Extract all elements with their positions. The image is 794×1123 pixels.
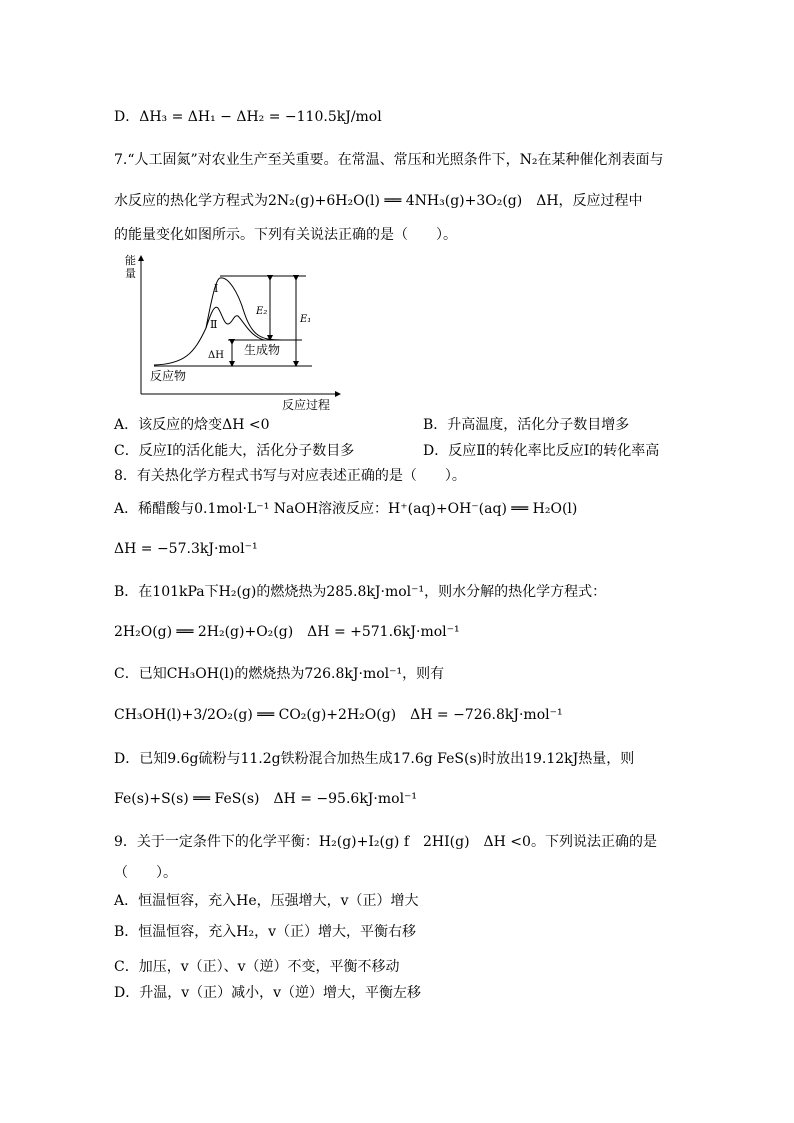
q8-option-d-line1: D．已知9.6g硫粉与11.2g铁粉混合加热生成17.6g FeS(s)时放出19.12kJ热量，则 bbox=[114, 751, 635, 767]
q8-option-b-line1: B．在101kPa下H₂(g)的燃烧热为285.8kJ·mol⁻¹，则水分解的热化学方程式： bbox=[114, 584, 607, 600]
q7-option-c: C．反应Ⅰ的活化能大，活化分子数目多 bbox=[114, 443, 355, 459]
q7-stem-line3: 的能量变化如图所示。下列有关说法正确的是（ ）。 bbox=[114, 227, 457, 243]
y-axis-label-1: 能 bbox=[125, 254, 136, 267]
path-i-label: Ⅰ bbox=[214, 282, 219, 295]
q9-option-a: A．恒温恒容，充入He，压强增大，v（正）增大 bbox=[114, 893, 419, 909]
q8-option-a-line1: A．稀醋酸与0.1mol·L⁻¹ NaOH溶液反应：H⁺(aq)+OH⁻(aq) ══ H₂O(l) bbox=[114, 501, 578, 517]
q8-option-b-line2: 2H₂O(g) ══ 2H₂(g)+O₂(g) ΔH = +571.6kJ·mol⁻¹ bbox=[114, 624, 460, 640]
q7-option-b: B．升高温度，活化分子数目增多 bbox=[423, 417, 630, 433]
q9-stem-cont: （ ）。 bbox=[114, 865, 177, 881]
q9-option-b: B．恒温恒容，充入H₂，v（正）增大，平衡右移 bbox=[114, 924, 417, 940]
q7-stem-line1: 7.“人工固氮”对农业生产至关重要。在常温、常压和光照条件下，N₂在某种催化剂表面与 bbox=[114, 152, 664, 168]
reactant-label: 反应物 bbox=[150, 369, 187, 383]
y-axis-label-2: 量 bbox=[125, 267, 136, 280]
q7-option-a: A．该反应的焓变ΔH <0 bbox=[114, 417, 270, 433]
q8-option-c-line2: CH₃OH(l)+3/2O₂(g) ══ CO₂(g)+2H₂O(g) ΔH = −726.8kJ·mol⁻¹ bbox=[114, 707, 563, 723]
e1-label: E₁ bbox=[300, 314, 312, 325]
x-axis-label: 反应过程 bbox=[282, 398, 331, 412]
q9-stem: 9．关于一定条件下的化学平衡：H₂(g)+I₂(g) f 2HI(g) ΔH <0。下列说法正确的是 bbox=[114, 834, 657, 850]
product-label: 生成物 bbox=[244, 343, 281, 357]
q8-option-c-line1: C．已知CH₃OH(l)的燃烧热为726.8kJ·mol⁻¹，则有 bbox=[114, 666, 445, 682]
q7-stem-line2: 水反应的热化学方程式为2N₂(g)+6H₂O(l) ══ 4NH₃(g)+3O₂(g) ΔH，反应过程中 bbox=[114, 193, 643, 209]
q9-option-d: D．升温，v（正）减小，v（逆）增大，平衡左移 bbox=[114, 985, 422, 1001]
q8-stem: 8．有关热化学方程式书写与对应表述正确的是（ ）。 bbox=[114, 468, 466, 484]
q8-option-d-line2: Fe(s)+S(s) ══ FeS(s) ΔH = −95.6kJ·mol⁻¹ bbox=[114, 791, 418, 807]
dh-label: ΔH bbox=[208, 350, 224, 361]
q7-option-d: D．反应Ⅱ的转化率比反应Ⅰ的转化率高 bbox=[423, 443, 660, 459]
q9-option-c: C．加压，v（正）、v（逆）不变，平衡不移动 bbox=[114, 959, 400, 975]
line-prev-option-d: D．ΔH₃ = ΔH₁ − ΔH₂ = −110.5kJ/mol bbox=[114, 109, 382, 125]
e2-label: E₂ bbox=[256, 306, 268, 317]
path-ii-label: Ⅱ bbox=[210, 318, 218, 331]
q8-option-a-line2: ΔH = −57.3kJ·mol⁻¹ bbox=[114, 541, 258, 557]
energy-diagram bbox=[124, 252, 344, 412]
